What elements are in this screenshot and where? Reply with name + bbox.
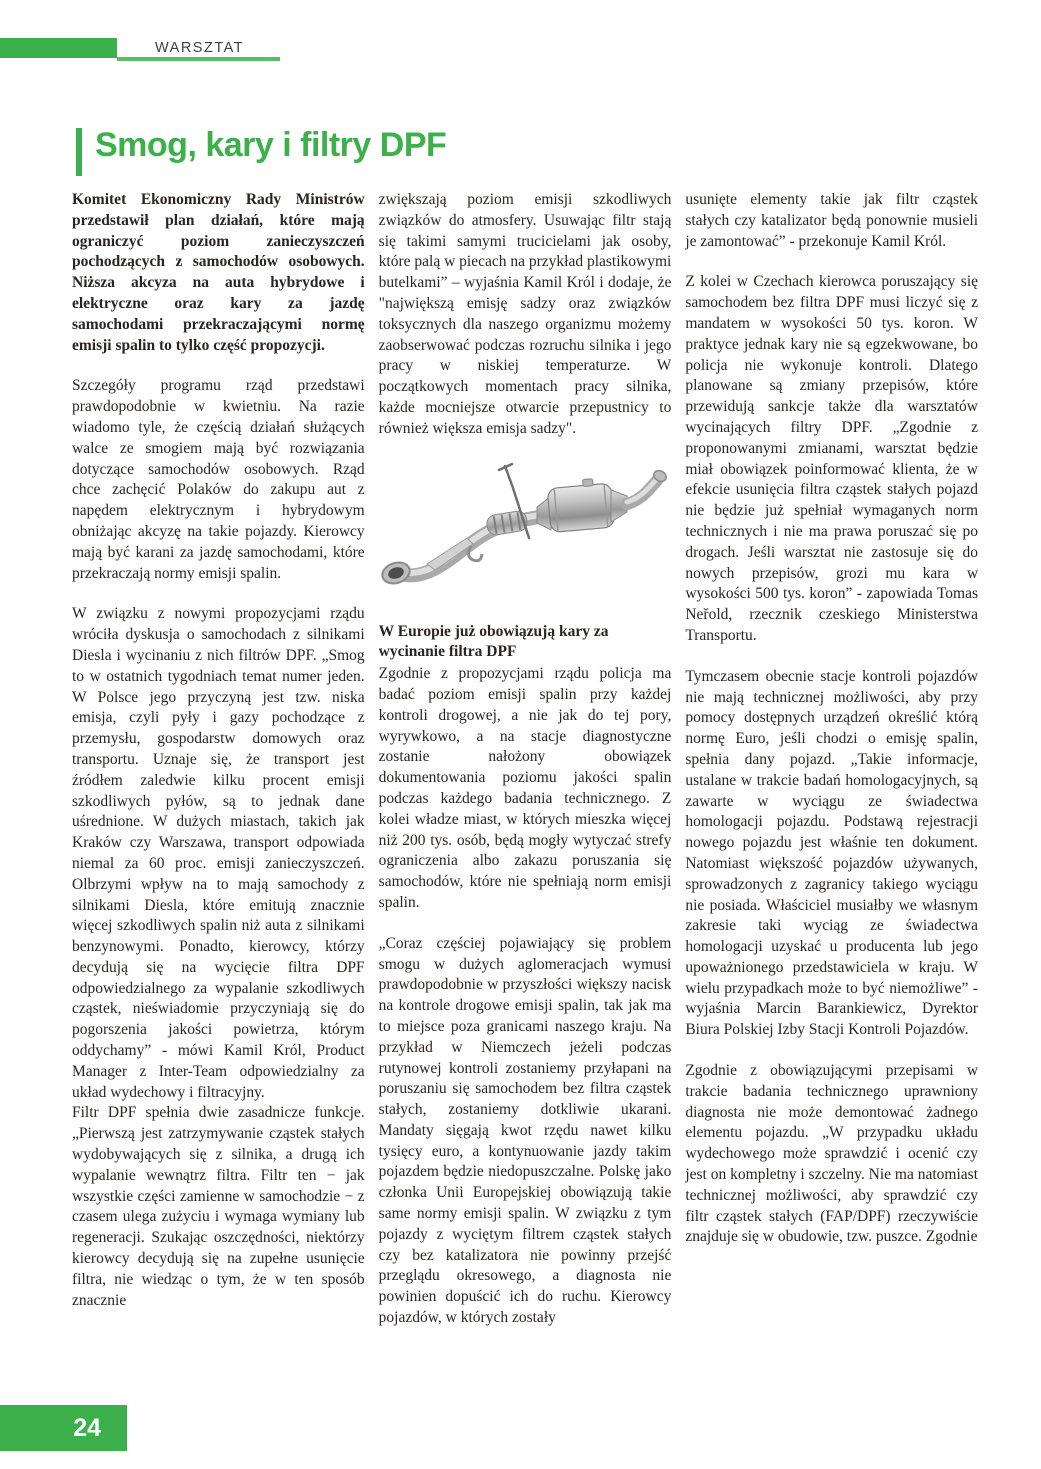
paragraph: Z kolei w Czechach kierowca poruszający się samochodem bez filtra DPF musi liczyć się z mandatem w wysokości 50 tys. koron. W praktyce jednak kary nie są egzekwowane, bo policja nie wykonuje kontroli. Dlatego planowane są zmiany przepisów, które przewidują sankcje także dla warsztatów wycinających filtry DPF. „Zgodnie z proponowanymi zmianami, warsztat będzie miał obowiązek poinformować klienta, że w efekcie usunięcia filtra cząstek stałych pojazd nie będzie już spełniał wymaganych norm technicznych i nie ma prawa poruszać się po drogach. Jeśli warsztat nie zastosuje się do nowych przepisów, grozi mu kara w wysokości 500 tys. koron” - zapowiada Tomas Neřold, rzecznik czeskiego Ministerstwa Transportu. — [685, 273, 979, 644]
article-columns — [72, 190, 978, 1375]
section-heading: W Europie już obowiązują kary za wycinanie filtra DPF — [378, 622, 609, 661]
column-2 — [379, 190, 672, 1375]
dpf-filter-photo — [379, 460, 671, 612]
paragraph: Zgodnie z obowiązującymi przepisami w trakcie badania technicznego uprawniony diagnosta nie może demontować żadnego elementu pojazdu. „W przypadku układu wydechowego może sprawdzić i ocenić czy jest on kompletny i szczelny. Nie ma natomiast technicznej możliwości, aby sprawdzić czy filtr cząstek stałych (FAP/DPF) rzeczywiście znajduje się w obudowie, tzw. puszce. Zgodnie — [685, 1062, 979, 1246]
column-1 — [72, 190, 365, 1375]
lead-paragraph: Komitet Ekonomiczny Rady Ministrów przedstawił plan działań, które mają ograniczyć poziom zanieczyszczeń pochodzących z samochodów osobowych. Niższa akcyza na auta hybrydowe i elektryczne oraz kary za jazdę samochodami przekraczającymi normę emisji spalin to tylko część propozycji. — [72, 191, 365, 354]
page-number: 24 — [73, 1413, 101, 1442]
paragraph: usunięte elementy takie jak filtr cząstek stałych czy katalizator będą ponownie musieli je zamontować” - przekonuje Kamil Król. — [685, 191, 979, 250]
header-green-block — [0, 38, 117, 58]
page-title: Smog, kary i filtry DPF — [95, 126, 447, 164]
paragraph: Zgodnie z propozycjami rządu policja ma badać poziom emisji spalin przy każdej kontroli drogowej, a nie jak do tej pory, wyrywkowo, a na stacje diagnostyczne zostanie nałożony obowiązek dokumentowania poziomu jakości spalin podczas każdego badania technicznego. Z kolei władze miast, w których mieszka więcej niż 200 tys. osób, będą mogły wytyczać strefy ograniczenia albo zakazu poruszania się samochodów, które nie spełniają norm emisji spalin. — [378, 665, 672, 911]
title-accent-bar — [76, 128, 82, 176]
page-number-badge — [0, 1405, 127, 1451]
column-3 — [685, 190, 978, 1375]
dpf-filter-illustration — [379, 460, 671, 612]
paragraph: Szczegóły programu rząd przedstawi prawdopodobnie w kwietniu. Na razie wiadomo tyle, że częścią działań służących walce ze smogiem mają być rozwiązania dotyczące samochodów osobowych. Rząd chce zachęcić Polaków do zakupu aut z napędem elektrycznym i hybrydowym obniżając akcyzę na takie pojazdy. Kierowcy mają być karani za jazdę samochodami, które przekraczają normy emisji spalin. — [72, 377, 365, 582]
paragraph: zwiększają poziom emisji szkodliwych związków do atmosfery. Usuwając filtr stają się takimi samymi trucicielami jak osoby, które palą w piecach na przykład plastikowymi butelkami” – wyjaśnia Kamil Król i dodaje, że "największą emisję sadzy oraz związków toksycznych dla naszego organizmu możemy zaobserwować podczas rozruchu silnika i jego pracy w niskiej temperaturze. W początkowych momentach pracy silnika, każde mocniejsze otwarcie przepustnicy to również większa emisja sadzy". — [378, 191, 672, 437]
header-green-rule — [117, 57, 280, 61]
kicker-label: WARSZTAT — [155, 40, 245, 56]
paragraph: W związku z nowymi propozycjami rządu wróciła dyskusja o samochodach z silnikami Diesla i wycinaniu z nich filtrów DPF. „Smog to w ostatnich tygodniach temat numer jeden. W Polsce jego przyczyną jest tzw. niska emisja, czyli pyły i gazy pochodzące z przemysłu, gospodarstw domowych oraz transportu. Uznaje się, że transport jest źródłem zaledwie kilku procent emisji szkodliwych pyłów, są to jednak dane uśrednione. W dużych miastach, takich jak Kraków czy Warszawa, transport odpowiada niemal za 60 proc. emisji zanieczyszczeń. Olbrzymi wpływ na to mają samochody z silnikami Diesla, które emitują znacznie więcej szkodliwych spalin niż auta z silnikami benzynowymi. Ponadto, kierowcy, którzy decydują się na wycięcie filtra DPF odpowiedzialnego za wypalanie szkodliwych cząstek, nieświadomie przyczyniają się do pogorszenia jakości powietrza, którym oddychamy” - mówi Kamil Król, Product Manager z Inter-Team odpowiedzialny za układ wydechowy i filtracyjny. — [72, 605, 365, 1101]
paragraph: „Coraz częściej pojawiający się problem smogu w dużych aglomeracjach wymusi prawdopodobnie w przyszłości większy nacisk na kontrole drogowe emisji spalin, tak jak ma to miejsce poza granicami naszego kraju. Na przykład w Niemczech jeżeli podczas rutynowej kontroli zostaniemy przyłapani na poruszaniu się samochodem bez filtra cząstek stałych, zostaniemy dotkliwie ukarani. Mandaty sięgają kwot rzędu nawet kilku tysięcy euro, a kontynuowanie jazdy takim pojazdem będzie niedopuszczalne. Polskę jako członka Unii Europejskiej obowiązują takie same normy emisji spalin. W związku z tym pojazdy z wyciętym filtrem cząstek stałych czy bez katalizatora nie powinny przejść przeglądu okresowego, a diagnosta nie powinien dopuścić ich do ruchu. Kierowcy pojazdów, w których zostały — [378, 934, 672, 1327]
paragraph: Filtr DPF spełnia dwie zasadnicze funkcje. „Pierwszą jest zatrzymywanie cząstek stałych wydobywających się z silnika, a drugą ich wypalanie wewnątrz filtra. Filtr ten − jak wszystkie części zamienne w samochodzie − z czasem ulega zużyciu i wymaga wymiany lub regeneracji. Szukając oszczędności, niektórzy kierowcy decydują się na zupełne usunięcie filtra, nie wiedząc o tym, że w ten sposób znacznie — [72, 1104, 365, 1309]
paragraph: Tymczasem obecnie stacje kontroli pojazdów nie mają technicznej możliwości, aby przy pomocy dostępnych urządzeń określić którą normę Euro, jeśli chodzi o emisję spalin, spełnia dany pojazd. „Takie informacje, ustalane w trakcie badań homologacyjnych, są zawarte w wyciągu ze świadectwa homologacji pojazdu. Podstawą rejestracji nowego pojazdu jest właśnie ten dokument. Natomiast większość pojazdów używanych, sprowadzonych z zagranicy takiego wyciągu nie posiada. Właściciel musiałby we własnym zakresie taki wyciąg ze świadectwa homologacji uzyskać u producenta lub jego upoważnionego przedstawiciela w kraju. W wielu przypadkach może to być niemożliwe” - wyjaśnia Marcin Barankiewicz, Dyrektor Biura Polskiej Izby Stacji Kontroli Pojazdów. — [685, 667, 979, 1039]
